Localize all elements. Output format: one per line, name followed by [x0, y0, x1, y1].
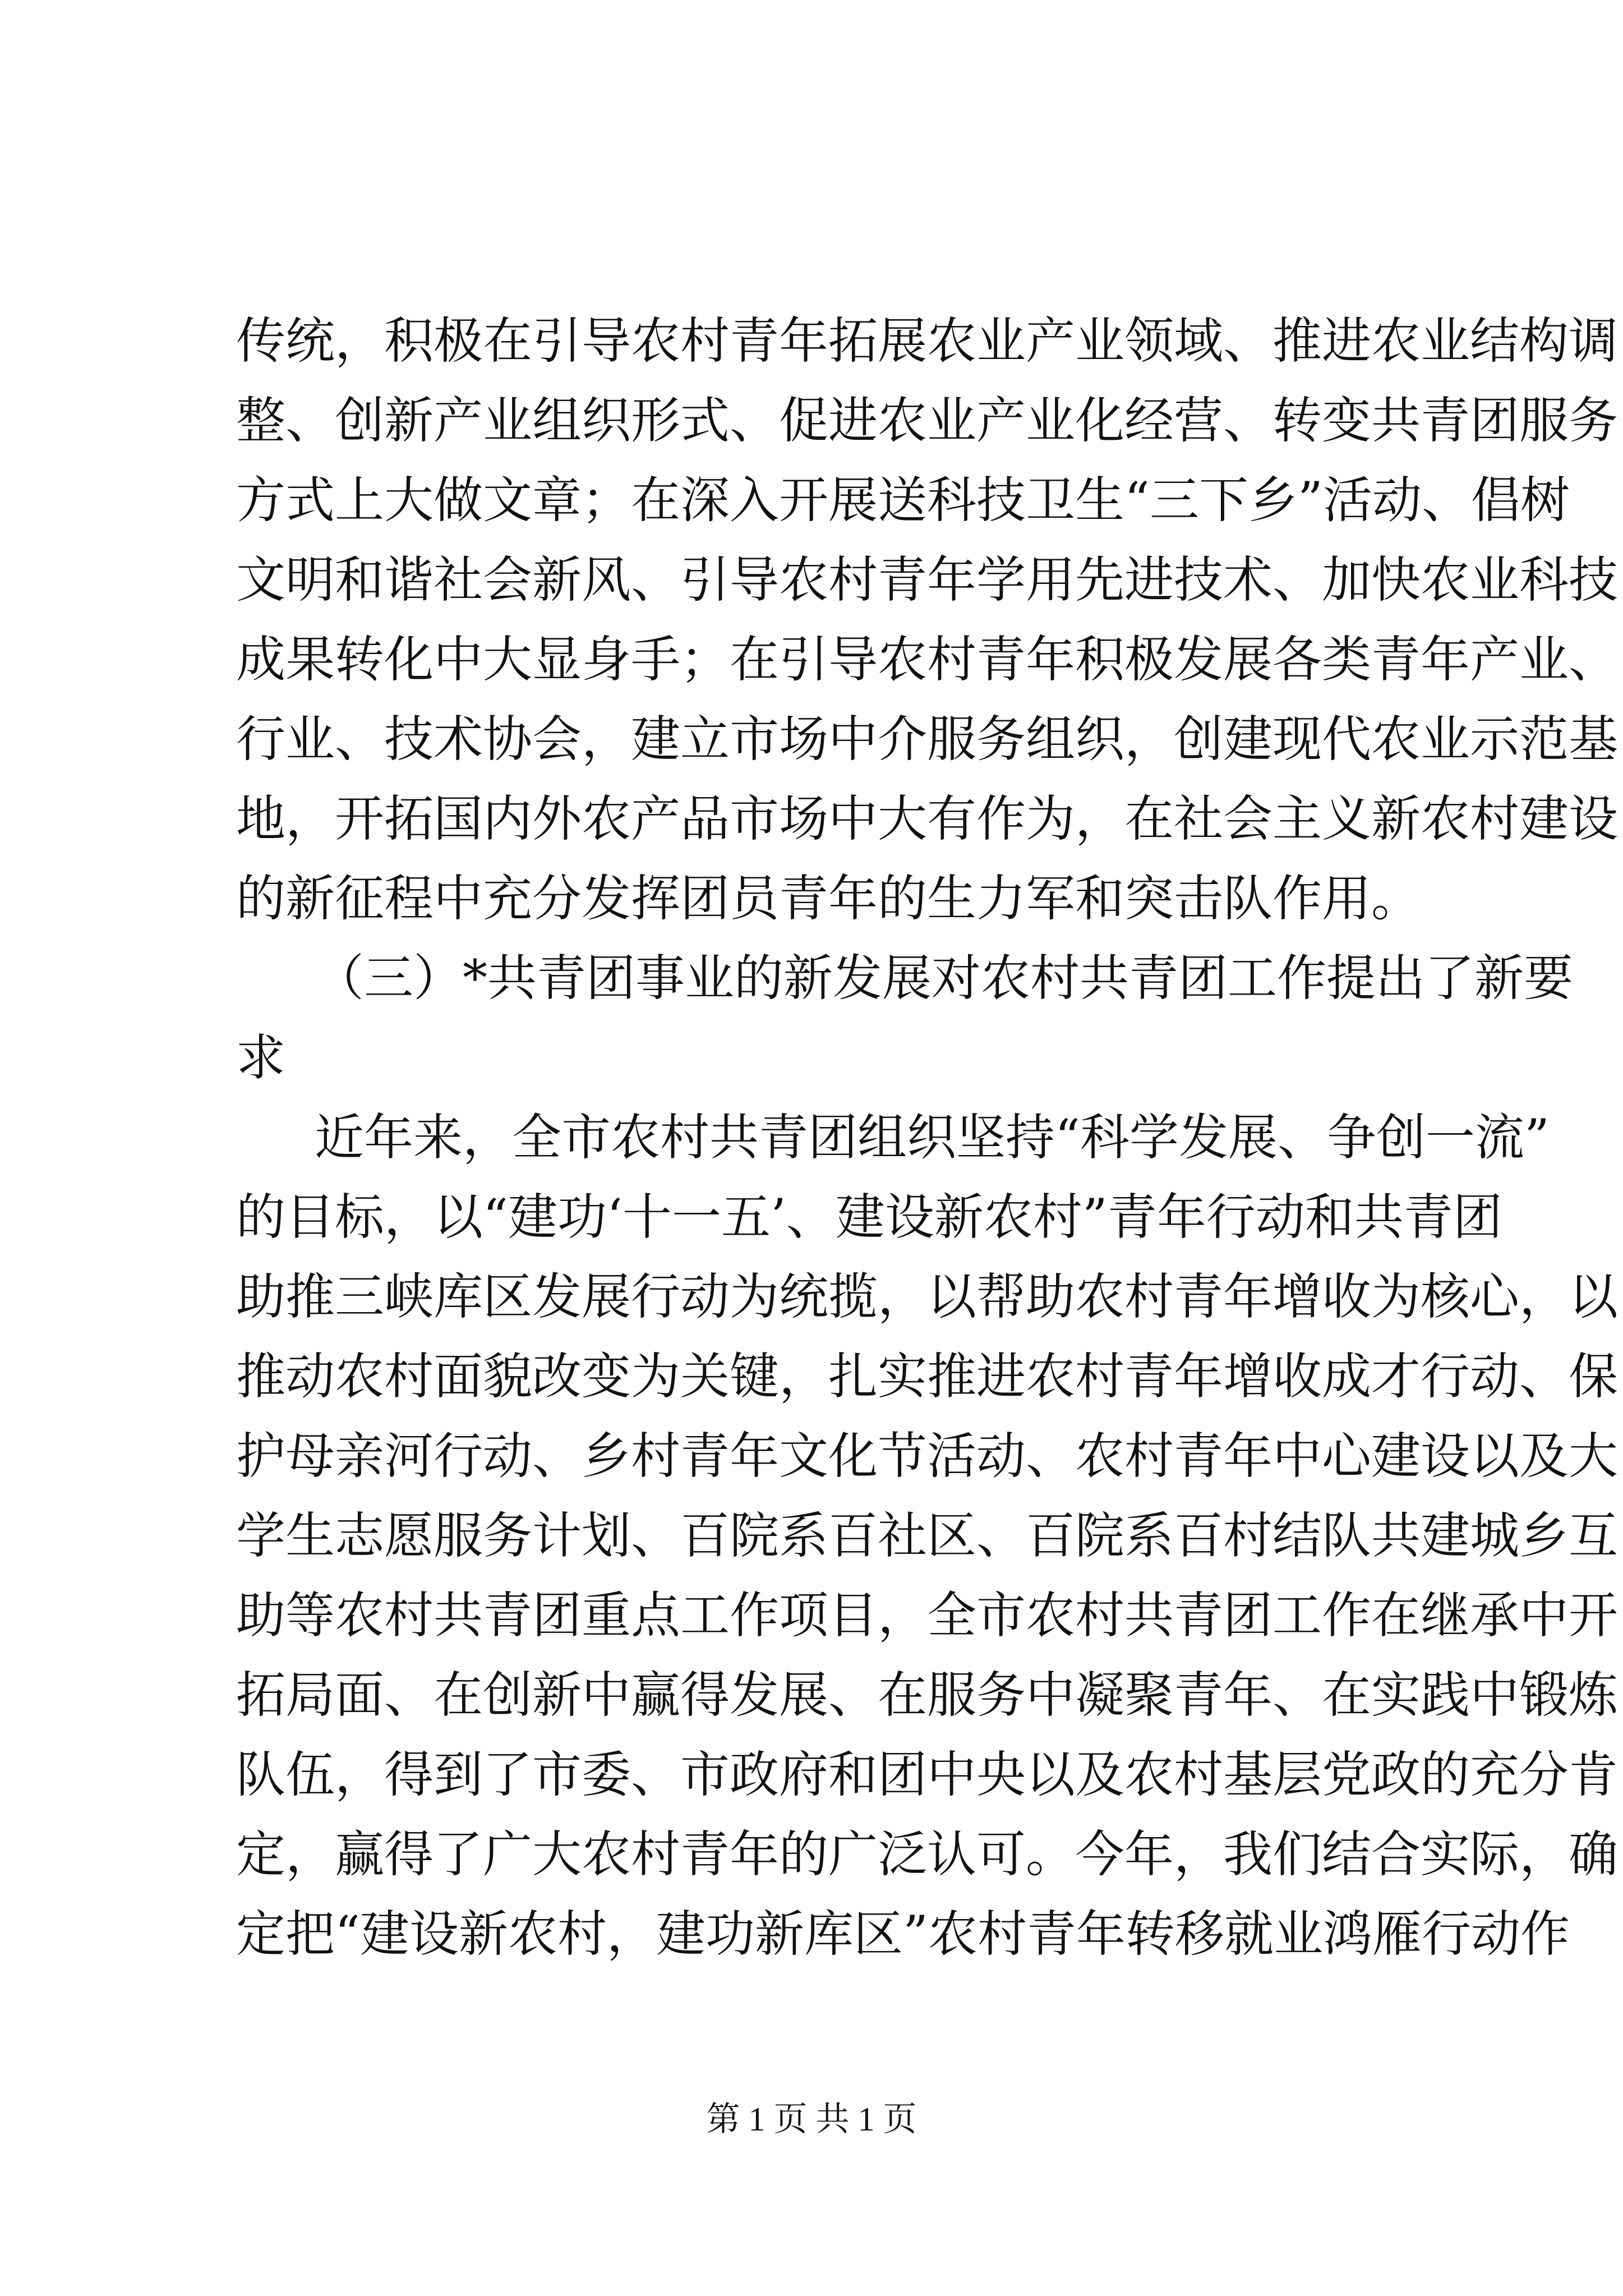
page-number-footer: 第 1 页 共 1 页: [706, 2101, 917, 2138]
body-line: 方式上大做文章；在深入开展送科技卫生“三下乡”活动、倡树: [236, 471, 1570, 529]
body-line: 文明和谐社会新风、引导农村青年学用先进技术、加快农业科技: [236, 551, 1619, 609]
body-line: 的新征程中充分发挥团员青年的生力军和突击队作用。: [236, 869, 1421, 927]
body-line: 成果转化中大显身手；在引导农村青年积极发展各类青年产业、: [236, 631, 1619, 688]
body-line: 定把“建设新农村，建功新库区”农村青年转移就业鸿雁行动作: [236, 1905, 1570, 1963]
section-heading-continued: 求: [236, 1029, 286, 1087]
body-line: 学生志愿服务计划、百院系百社区、百院系百村结队共建城乡互: [236, 1507, 1619, 1565]
body-line: 整、创新产业组织形式、促进农业产业化经营、转变共青团服务: [236, 392, 1619, 449]
body-line: 护母亲河行动、乡村青年文化节活动、农村青年中心建设以及大: [236, 1427, 1619, 1485]
body-line: 助等农村共青团重点工作项目，全市农村共青团工作在继承中开: [236, 1586, 1619, 1644]
section-heading: （三）*共青团事业的新发展对农村共青团工作提出了新要: [315, 949, 1574, 1007]
paragraph-first-line: 近年来，全市农村共青团组织坚持“科学发展、争创一流”: [315, 1108, 1550, 1166]
body-line: 定，赢得了广大农村青年的广泛认可。今年，我们结合实际，确: [236, 1825, 1619, 1883]
body-line: 传统，积极在引导农村青年拓展农业产业领域、推进农业结构调: [236, 312, 1619, 370]
body-line: 地，开拓国内外农产品市场中大有作为，在社会主义新农村建设: [236, 790, 1619, 848]
body-line: 的目标，以“建功‘十一五’、建设新农村”青年行动和共青团: [236, 1188, 1502, 1246]
body-line: 拓局面、在创新中赢得发展、在服务中凝聚青年、在实践中锻炼: [236, 1666, 1619, 1724]
body-line: 助推三峡库区发展行动为统揽，以帮助农村青年增收为核心，以: [236, 1268, 1619, 1326]
body-line: 队伍，得到了市委、市政府和团中央以及农村基层党政的充分肯: [236, 1746, 1619, 1803]
body-line: 推动农村面貌改变为关键，扎实推进农村青年增收成才行动、保: [236, 1347, 1619, 1405]
body-line: 行业、技术协会，建立市场中介服务组织，创建现代农业示范基: [236, 710, 1619, 768]
